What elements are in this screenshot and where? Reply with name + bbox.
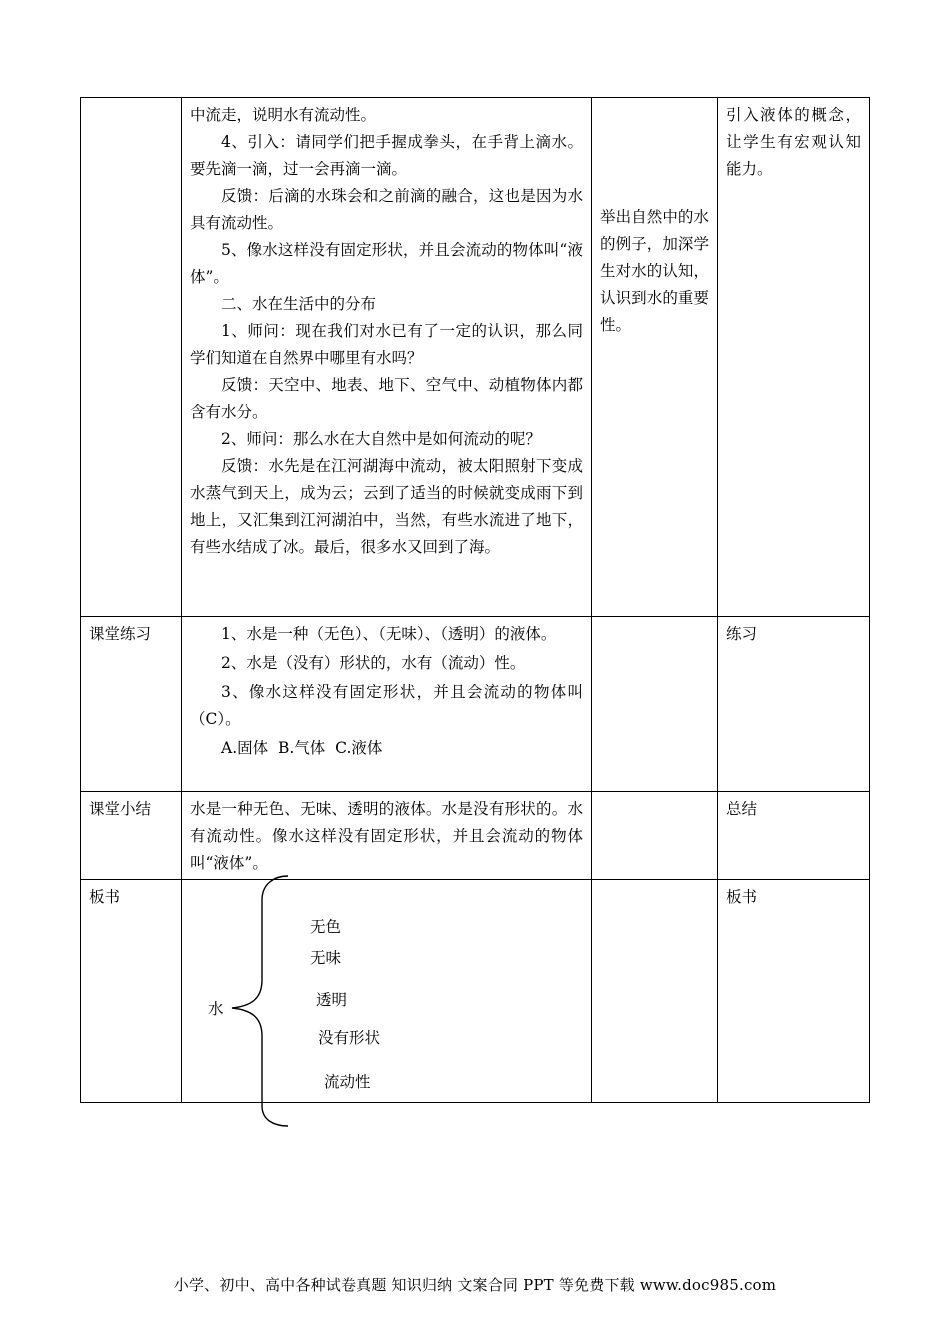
summary-intent: 总结	[726, 800, 758, 818]
board-intent-cell	[718, 880, 870, 1103]
exercise-label: 课堂练习	[89, 625, 152, 643]
curly-brace-icon	[222, 880, 282, 1130]
board-property: 无色	[310, 918, 342, 936]
process-paragraph: 5、像水这样没有固定形状，并且会流动的物体叫“液体”。	[190, 241, 583, 286]
exercise-item: 2、水是（没有）形状的，水有（流动）性。	[221, 654, 526, 672]
exercise-intent: 练习	[726, 625, 758, 643]
board-property: 流动性	[324, 1073, 371, 1091]
summary-row	[81, 792, 870, 880]
board-label: 板书	[89, 888, 121, 906]
process-content-cell	[182, 98, 592, 617]
process-paragraph: 反馈：后滴的水珠会和之前滴的融合，这也是因为水具有流动性。	[190, 187, 583, 232]
process-paragraph: 二、水在生活中的分布	[221, 295, 377, 313]
design-note-text: 举出自然中的水的例子，加深学生对水的认知，认识到水的重要性。	[600, 208, 709, 334]
exercise-item: 3、像水这样没有固定形状，并且会流动的物体叫（C）。	[190, 683, 583, 728]
board-intent: 板书	[726, 888, 758, 906]
process-paragraph: 反馈：天空中、地表、地下、空气中、动植物体内都含有水分。	[190, 376, 583, 421]
summary-label: 课堂小结	[89, 800, 152, 818]
process-paragraph: 4、引入：请同学们把手握成拳头，在手背上滴水。要先滴一滴，过一会再滴一滴。	[190, 133, 583, 178]
board-diagram	[182, 880, 591, 1096]
board-property: 透明	[316, 991, 348, 1009]
page-footer: 小学、初中、高中各种试卷真题 知识归纳 文案合同 PPT 等免费下载 www.doc985.com	[173, 1276, 777, 1294]
board-note-cell	[592, 880, 718, 1103]
teaching-process-row	[81, 98, 870, 617]
row-label-cell	[81, 98, 182, 617]
process-paragraph: 2、师问：那么水在大自然中是如何流动的呢？	[221, 430, 541, 448]
lesson-plan-table	[80, 97, 870, 1103]
board-row	[81, 880, 870, 1103]
summary-note-cell	[592, 792, 718, 880]
design-note-cell	[592, 98, 718, 617]
exercise-row	[81, 617, 870, 792]
exercise-intent-cell	[718, 617, 870, 792]
exercise-note-cell	[592, 617, 718, 792]
board-property: 无味	[310, 949, 342, 967]
board-property: 没有形状	[318, 1029, 381, 1047]
process-paragraph: 1、师问：现在我们对水已有了一定的认识，那么同学们知道在自然界中哪里有水吗？	[190, 322, 583, 367]
exercise-options: A.固体 B.气体 C.液体	[221, 739, 383, 757]
summary-content-cell	[182, 792, 592, 880]
intent-cell	[718, 98, 870, 617]
intent-text: 引入液体的概念，让学生有宏观认知能力。	[726, 106, 861, 178]
exercise-item: 1、水是一种（无色）、（无味）、（透明）的液体。	[221, 625, 557, 643]
board-center-word: 水	[208, 1000, 224, 1018]
summary-label-cell	[81, 792, 182, 880]
summary-text: 水是一种无色、无味、透明的液体。水是没有形状的。水有流动性。像水这样没有固定形状，并且会流动的物体叫“液体”。	[190, 800, 583, 872]
board-content-cell	[182, 880, 592, 1103]
board-label-cell	[81, 880, 182, 1103]
summary-intent-cell	[718, 792, 870, 880]
exercise-content-cell	[182, 617, 592, 792]
process-paragraph: 反馈：水先是在江河湖海中流动，被太阳照射下变成水蒸气到天上，成为云；云到了适当的时候就变成雨下到地上，又汇集到江河湖泊中，当然，有些水流进了地下，有些水结成了冰。最后，很多水又回到了海。	[190, 457, 583, 556]
exercise-label-cell	[81, 617, 182, 792]
process-paragraph: 中流走，说明水有流动性。	[190, 106, 377, 124]
